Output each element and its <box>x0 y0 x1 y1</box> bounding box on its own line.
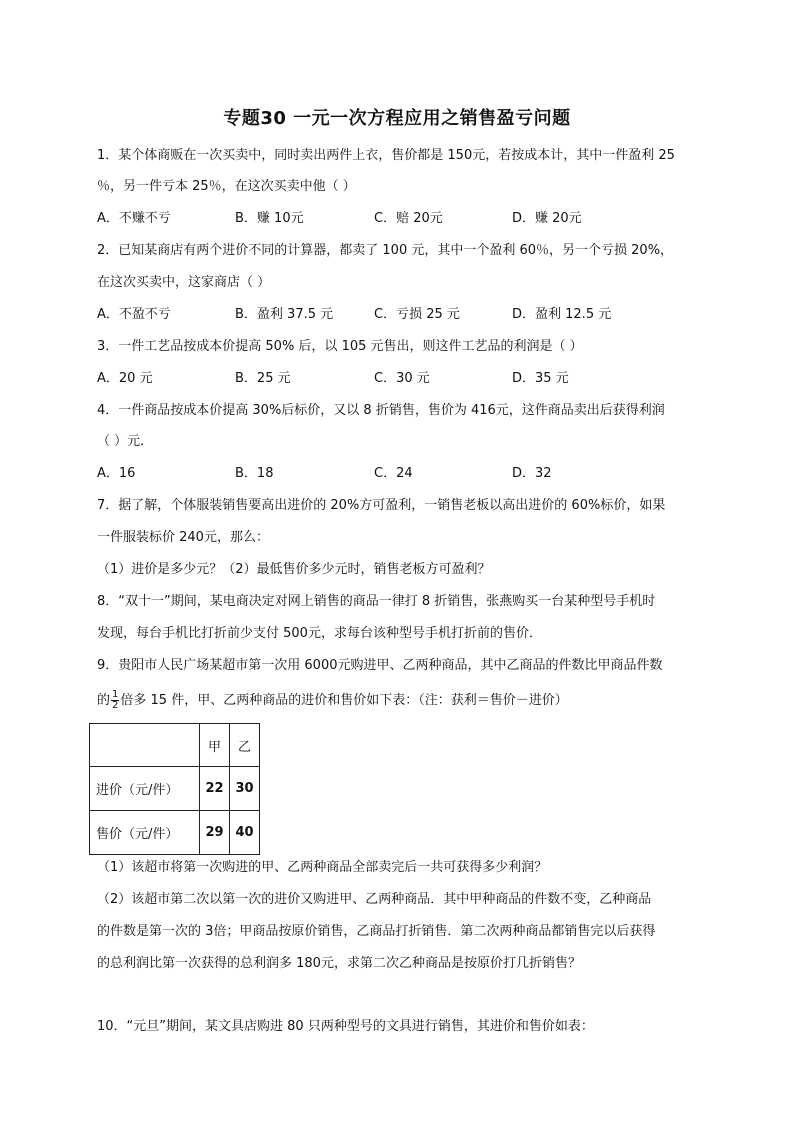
q2-line1: 2．已知某商店有两个进价不同的计算器，都卖了 100 元，其中一个盈利 60％，另一个亏损 20%， <box>97 243 674 258</box>
q4-option-c: C．24 <box>374 466 413 481</box>
price-table-row-label: 售价（元/件） <box>90 811 200 855</box>
q7-line2: 一件服装标价 240元，那么： <box>97 530 269 545</box>
q4-line1: 4．一件商品按成本价提高 30%后标价，又以 8 折销售，售价为 416元，这件商品卖出后获得利润 <box>97 403 665 418</box>
q9-sub2-line3: 的总利润比第一次获得的总利润多 180元，求第二次乙种商品是按原价打几折销售？ <box>97 956 581 971</box>
price-table-corner-cell <box>90 724 200 767</box>
q1-line1: 1．某个体商贩在一次买卖中，同时卖出两件上衣，售价都是 150元，若按成本计，其中一件盈利 25 <box>97 148 675 163</box>
q9-sub2-line1: （2）该超市第二次以第一次的进价又购进甲、乙两种商品．其中甲种商品的件数不变，乙种商品 <box>97 892 652 907</box>
q4-option-d: D．32 <box>512 466 552 481</box>
q7-line1: 7．据了解，个体服装销售要高出进价的 20%方可盈利，一销售老板以高出进价的 60%标价，如果 <box>97 498 666 513</box>
fraction-numerator: 1 <box>112 689 119 700</box>
q9-sub1: （1）该超市将第一次购进的甲、乙两种商品全部卖完后一共可获得多少利润？ <box>97 860 548 875</box>
q4-option-a: A．16 <box>97 466 136 481</box>
q9-line2-prefix: 的 <box>97 693 111 708</box>
page-title: 专题30 一元一次方程应用之销售盈亏问题 <box>223 108 571 129</box>
q3-option-b: B．25 元 <box>235 371 291 386</box>
q3-option-c: C．30 元 <box>374 371 430 386</box>
price-table-cell: 40 <box>230 811 260 855</box>
q4-line2: （ ）元． <box>97 434 154 449</box>
price-table-cell: 29 <box>200 811 230 855</box>
q1-option-c: C．赔 20元 <box>374 211 443 226</box>
q2-option-c: C．亏损 25 元 <box>374 307 460 322</box>
q1-option-a: A．不赚不亏 <box>97 211 171 226</box>
q7-line3: （1）进价是多少元？（2）最低售价多少元时，销售老板方可盈利？ <box>97 562 491 577</box>
q2-option-a: A．不盈不亏 <box>97 307 171 322</box>
q1-option-d: D．赚 20元 <box>512 211 582 226</box>
q3-option-a: A．20 元 <box>97 371 153 386</box>
q2-option-d: D．盈利 12.5 元 <box>512 307 612 322</box>
q3-option-d: D．35 元 <box>512 371 569 386</box>
q4-option-b: B．18 <box>235 466 274 481</box>
q10-line1: 10．“元旦”期间，某文具店购进 80 只两种型号的文具进行销售，其进价和售价如表： <box>97 1019 594 1034</box>
one-half-fraction <box>111 690 119 711</box>
price-table-cell: 30 <box>230 767 260 811</box>
price-table-cell: 22 <box>200 767 230 811</box>
q2-option-b: B．盈利 37.5 元 <box>235 307 334 322</box>
q1-line2: ％，另一件亏本 25％，在这次买卖中他（ ） <box>97 179 356 194</box>
q9-sub2-line2: 的件数是第一次的 3倍；甲商品按原价销售，乙商品打折销售．第二次两种商品都销售完以后获得 <box>97 924 656 939</box>
price-table-row <box>90 811 260 855</box>
q3-line1: 3．一件工艺品按成本价提高 50% 后，以 105 元售出，则这件工艺品的利润是（ ） <box>97 339 583 354</box>
price-table-row-label: 进价（元/件） <box>90 767 200 811</box>
q9-line2-suffix: 倍多 15 件，甲、乙两种商品的进价和售价如下表：（注：获利＝售价－进价） <box>120 693 568 708</box>
price-table-row <box>90 767 260 811</box>
q9-line2 <box>97 690 568 711</box>
price-table-col-header: 乙 <box>230 724 260 767</box>
q8-line1: 8．“双十一”期间，某电商决定对网上销售的商品一律打 8 折销售，张燕购买一台某种型号手机时 <box>97 594 656 609</box>
q2-line2: 在这次买卖中，这家商店（ ） <box>97 275 271 290</box>
fraction-denominator: 2 <box>112 700 119 711</box>
q8-line2: 发现，每台手机比打折前少支付 500元，求每台该种型号手机打折前的售价． <box>97 626 542 641</box>
price-table-header-row <box>90 724 260 767</box>
q1-option-b: B．赚 10元 <box>235 211 304 226</box>
price-table-col-header: 甲 <box>200 724 230 767</box>
price-table <box>89 723 260 855</box>
q9-line1: 9．贵阳市人民广场某超市第一次用 6000元购进甲、乙两种商品，其中乙商品的件数比甲商品件数 <box>97 658 663 673</box>
